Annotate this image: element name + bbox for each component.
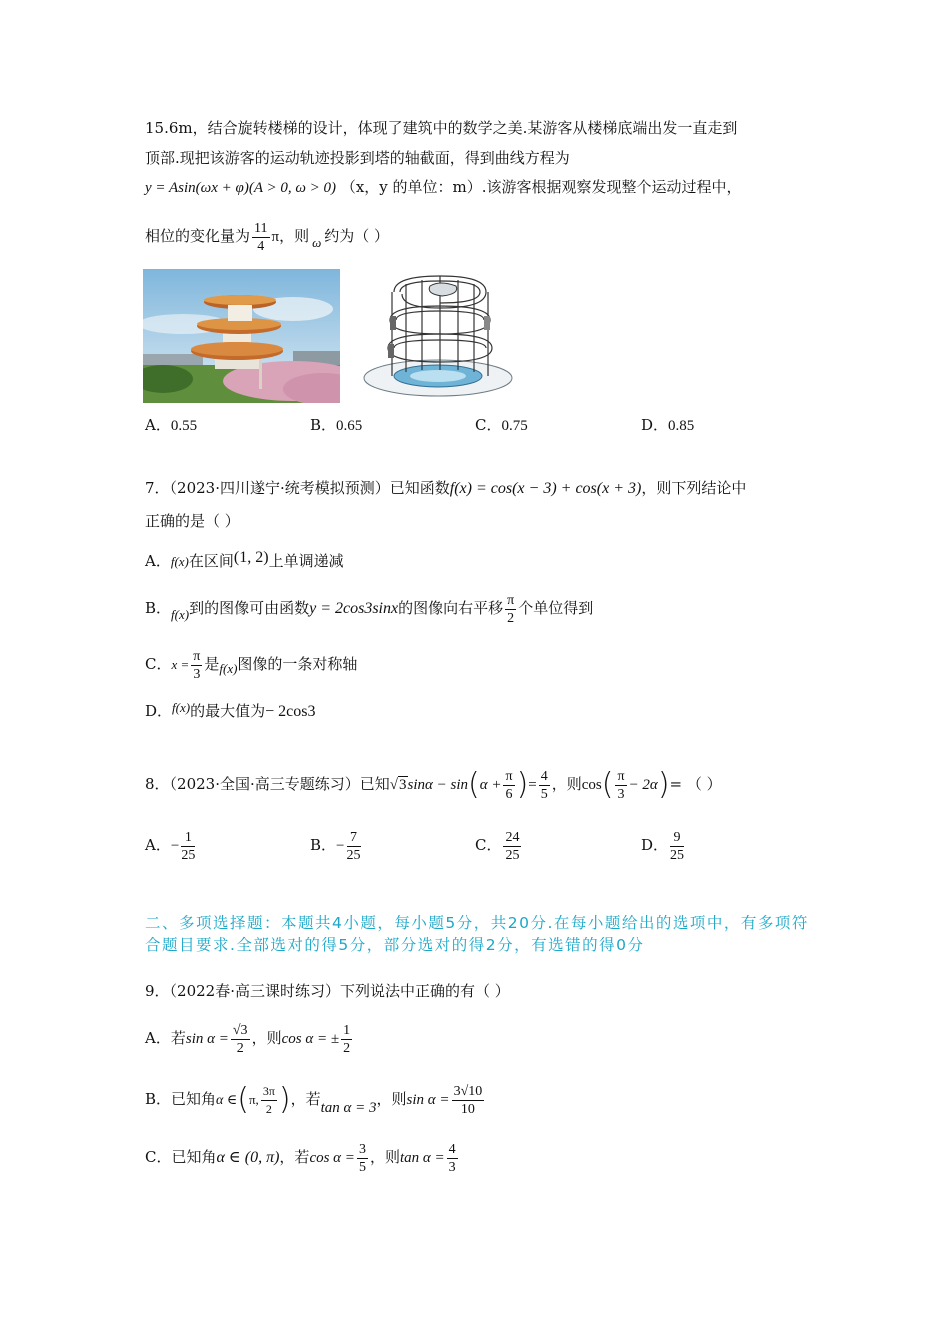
q9-b-den2: 10 <box>460 1101 475 1117</box>
option-label: A． <box>145 1029 171 1047</box>
q8-expr1: sinα − sin <box>407 777 469 793</box>
section-heading-multiple-choice: 二、多项选择题：本题共4小题，每小题5分，共20分.在每小题给出的选项中，有多项符合题目要求.全部选对的得5分，部分选对的得2分，有选错的得0分 <box>145 914 809 954</box>
q9-b-tan: tan α = 3 <box>320 1100 377 1116</box>
q9-b-den: 2 <box>265 1101 272 1116</box>
q8-pi6-fraction <box>503 768 514 803</box>
q8-three: 3 <box>617 786 625 802</box>
option-label: C． <box>145 655 172 673</box>
q9-c-den2: 3 <box>448 1159 456 1175</box>
q8-stem <box>145 762 722 807</box>
q6-line4-end: 约为（ ） <box>324 227 390 245</box>
q9-c-pre: 已知角 <box>171 1148 217 1166</box>
q8-end: = （ ） <box>669 775 722 793</box>
q7-stem <box>145 478 746 499</box>
q9-c-tan: tan α = <box>399 1150 445 1166</box>
option-value: 0.65 <box>336 418 363 434</box>
q6-option-d[interactable] <box>641 415 694 436</box>
option-num: 7 <box>347 829 361 847</box>
option-sign: − <box>336 838 345 854</box>
q6-line4-pre: 相位的变化量为 <box>145 227 251 245</box>
option-label: C． <box>145 1148 172 1166</box>
q8-then: ，则 <box>551 775 582 793</box>
q9-a-mid: ，则 <box>251 1029 282 1047</box>
option-label: C． <box>475 416 502 434</box>
option-label: A． <box>145 552 171 570</box>
q6-line1: 15.6m，结合旋转楼梯的设计，体现了建筑中的数学之美.某游客从楼梯底端出发一直走到 <box>145 119 738 137</box>
q6-equation: y = Asin(ωx + φ)(A > 0, ω > 0) <box>145 180 337 196</box>
q8-paren-close: ) <box>516 767 529 802</box>
option-label: B． <box>310 416 337 434</box>
option-fraction <box>347 829 361 864</box>
q8-option-b[interactable] <box>310 825 363 866</box>
q6-option-a[interactable] <box>145 415 197 436</box>
q9-stem: 9．（2022春·高三课时练习）下列说法中正确的有（ ） <box>145 982 510 1000</box>
q6-phase-den: 4 <box>257 238 265 254</box>
q8-option-c[interactable] <box>475 825 523 866</box>
q9-c-den: 5 <box>358 1159 366 1175</box>
q9-option-a[interactable] <box>145 1016 354 1061</box>
q8-pi3-fraction <box>615 768 626 803</box>
q9-c-fraction2 <box>447 1141 458 1176</box>
q7-line2: 正确的是（ ） <box>145 512 240 530</box>
q6-phase-num: 11 <box>254 220 268 236</box>
q8-sqrt3-value: 3 <box>399 777 407 793</box>
q9-c-then: ，则 <box>369 1148 400 1166</box>
option-label: B． <box>145 599 172 617</box>
option-value: 0.75 <box>501 418 528 434</box>
q7-option-a[interactable] <box>145 548 344 572</box>
q6-line2: 顶部.现把该游客的运动轨迹投影到塔的轴截面，得到曲线方程为 <box>145 149 570 167</box>
q9-b-pre: 已知角 <box>171 1090 217 1108</box>
q7-a-fx: f(x) <box>170 554 189 569</box>
q8-pi: π <box>505 768 513 784</box>
q9-option-b[interactable] <box>145 1077 486 1130</box>
q6-phase-pi: π <box>271 229 280 245</box>
q7-c-frac-num: π <box>193 648 201 664</box>
option-den: 25 <box>505 847 520 863</box>
q6-omega: ω <box>312 235 322 250</box>
q8-45-fraction <box>539 768 550 803</box>
option-value: 0.55 <box>170 418 198 434</box>
q8-six: 6 <box>505 786 513 802</box>
option-den: 25 <box>346 847 361 863</box>
q8-option-a[interactable] <box>145 825 197 866</box>
q6-line4 <box>145 216 389 263</box>
q8-pi-2: π <box>617 768 625 784</box>
q6-phase-fraction <box>252 220 269 255</box>
q7-b-fx: f(x) <box>171 607 190 622</box>
q9-c-fraction <box>357 1141 368 1176</box>
option-num: 9 <box>670 829 684 847</box>
q9-a-cos: cos α = ± <box>281 1031 340 1047</box>
q7-c-x: x = <box>171 657 190 672</box>
q7-c-text1: 是 <box>204 655 220 673</box>
q6-line4-post: ，则 <box>279 227 310 245</box>
q9-a-den: 2 <box>236 1040 244 1056</box>
option-num: 24 <box>505 829 520 845</box>
q9-a-num: √3 <box>232 1022 248 1038</box>
q6-line3 <box>145 177 742 198</box>
q9-b-fraction <box>261 1083 277 1118</box>
q9-a-den2: 2 <box>343 1040 351 1056</box>
option-den: 25 <box>670 847 685 863</box>
q7-c-text2: 图像的一条对称轴 <box>237 655 358 673</box>
option-sign: − <box>170 838 180 854</box>
q7-b-frac-den: 2 <box>507 610 515 626</box>
option-label: A． <box>145 416 171 434</box>
q9-b-fraction2 <box>452 1083 485 1118</box>
q7-option-d[interactable] <box>145 698 315 722</box>
q9-a-fraction2 <box>341 1022 352 1057</box>
q7-function: f(x) = cos(x − 3) + cos(x + 3) <box>449 480 642 497</box>
q7-b-text2: 的图像向右平移 <box>398 599 504 617</box>
q8-minus2a: − 2α <box>628 777 658 793</box>
q7-d-fx: f(x) <box>172 700 191 715</box>
q9-b-sin: sin α = <box>406 1092 450 1108</box>
option-label: D． <box>641 416 669 434</box>
q7-a-interval: (1, 2) <box>233 549 269 566</box>
q7-d-value: − 2cos3 <box>265 703 316 720</box>
q6-option-b[interactable] <box>310 415 362 436</box>
option-num: 1 <box>181 829 195 847</box>
q9-a-fraction <box>231 1022 250 1057</box>
q9-b-pi: π, <box>248 1092 259 1107</box>
q7-a-text2: 上单调递减 <box>268 552 344 570</box>
option-label: D． <box>641 836 669 854</box>
tower-photo <box>143 269 340 403</box>
q8-four: 4 <box>540 768 548 784</box>
q7-b-text3: 个单位得到 <box>518 599 594 617</box>
option-label: B． <box>145 1090 172 1108</box>
q9-b-num2: 3√10 <box>453 1083 483 1099</box>
q8-paren-open: ( <box>468 767 480 802</box>
q9-c-alpha: α ∈ (0, π) <box>216 1149 280 1166</box>
q7-b-frac-num: π <box>507 592 515 608</box>
q7-c-fraction <box>191 648 202 683</box>
q7-d-text1: 的最大值为 <box>190 702 266 720</box>
q9-a-num2: 1 <box>343 1022 351 1038</box>
q8-option-d[interactable] <box>641 825 686 866</box>
spiral-stair-diagram <box>360 272 520 402</box>
option-fraction <box>181 829 195 864</box>
q9-b-mid: ，若 <box>290 1090 321 1108</box>
q7-stem-post: ，则下列结论中 <box>641 479 747 497</box>
q9-c-mid: ，若 <box>279 1148 310 1166</box>
q7-c-frac-den: 3 <box>193 666 201 682</box>
q7-stem-pre: 7．（2023·四川遂宁·统考模拟预测）已知函数 <box>145 479 450 497</box>
option-fraction <box>670 829 684 864</box>
q9-a-sin: sin α = <box>185 1031 229 1047</box>
q8-eq: = <box>528 777 537 793</box>
q7-c-fx: f(x) <box>219 661 238 676</box>
q8-stem-pre: 8．（2023·全国·高三专题练习）已知 <box>145 775 390 793</box>
q9-a-pre: 若 <box>170 1029 186 1047</box>
option-label: C． <box>475 836 502 854</box>
option-label: A． <box>145 836 171 854</box>
q8-sqrt3: √3 <box>389 777 407 793</box>
q7-b-text1: 到的图像可由函数 <box>189 599 310 617</box>
q8-five: 5 <box>540 786 548 802</box>
q6-line3-rest: （x，y 的单位：m）.该游客根据观察发现整个运动过程中， <box>340 178 742 196</box>
q8-paren2-close: ) <box>657 767 670 802</box>
q9-c-num2: 4 <box>448 1141 456 1157</box>
q7-b-func: y = 2cos3sinx <box>309 600 399 617</box>
q8-cos: cos <box>581 777 602 793</box>
q7-option-c[interactable] <box>145 646 357 687</box>
q9-c-num: 3 <box>358 1141 366 1157</box>
q9-b-paren-open: ( <box>237 1082 249 1117</box>
q7-a-text1: 在区间 <box>188 552 234 570</box>
q9-b-then: ，则 <box>376 1090 407 1108</box>
q9-c-cos: cos α = <box>309 1150 355 1166</box>
q7-option-b[interactable] <box>145 588 593 635</box>
option-label: B． <box>310 836 337 854</box>
q9-b-alpha: α ∈ <box>216 1093 238 1108</box>
q9-option-c[interactable] <box>145 1137 460 1178</box>
q9-b-paren-close: ) <box>278 1082 291 1117</box>
q7-b-fraction <box>505 592 516 627</box>
q9-b-num: 3π <box>261 1083 277 1101</box>
q8-paren2-open: ( <box>601 767 614 802</box>
option-label: D． <box>145 702 173 720</box>
option-fraction <box>503 829 521 864</box>
option-value: 0.85 <box>668 418 695 434</box>
q6-option-c[interactable] <box>475 415 528 436</box>
option-den: 25 <box>181 847 196 863</box>
q8-alpha: α + <box>479 777 502 793</box>
